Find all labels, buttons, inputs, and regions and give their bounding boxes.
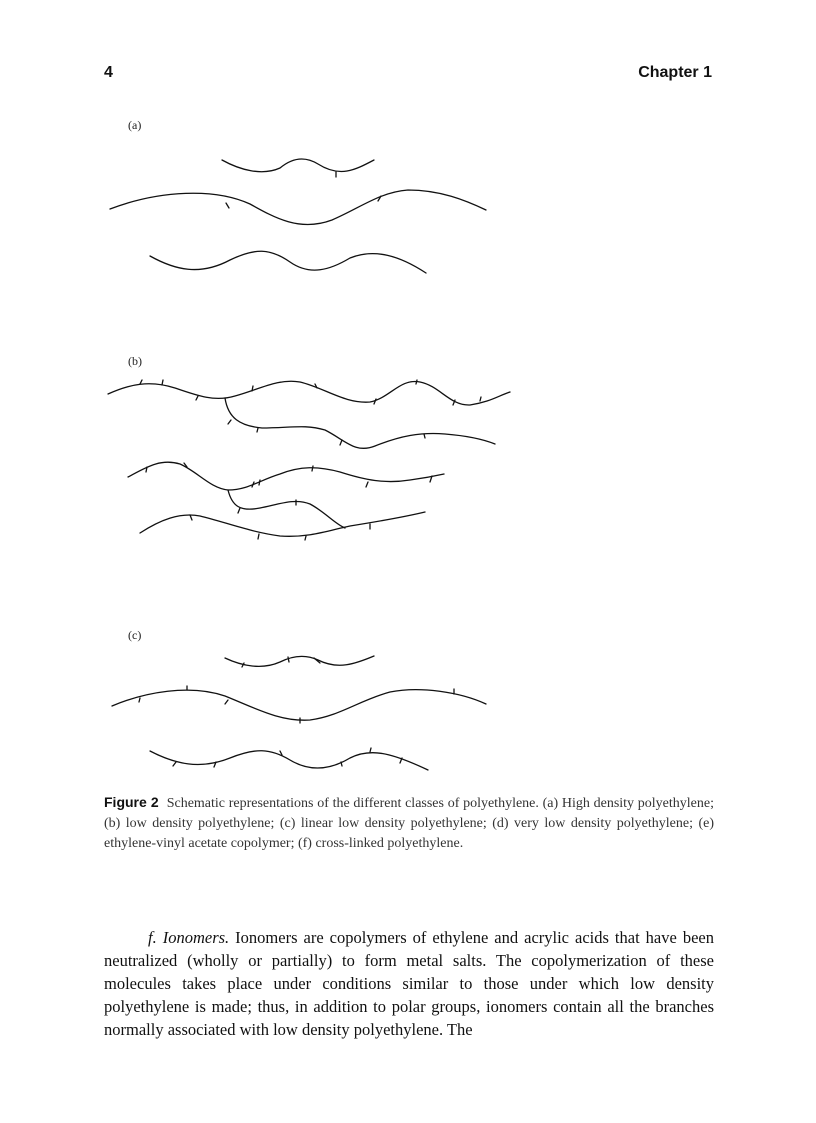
page-number: 4: [104, 64, 113, 81]
chain-b1-branch: [225, 398, 495, 448]
panel-b-chains: [108, 380, 510, 540]
chain-b1: [108, 381, 510, 405]
figure-caption: [104, 792, 714, 854]
branch-ticks-a: [226, 172, 381, 208]
panel-c-chains: [112, 656, 486, 770]
figure-caption-text: Schematic representations of the different classes of polyethylene. (a) High density polyethylene; (b) low density polyethylene; (c) linear low density polyethylene; (d) very low density polyethylene; (e) ethylene-vinyl acetate copolymer; (f) cross-linked polyethylene.: [104, 796, 714, 851]
figure-caption-label: Figure 2: [104, 794, 159, 810]
chain-c2: [112, 690, 486, 721]
branch-ticks-b: [140, 380, 481, 540]
chain-c1: [225, 656, 374, 666]
panel-label-c: (c): [128, 628, 142, 642]
branch-ticks-c: [139, 657, 454, 767]
paragraph-text: Ionomers are copolymers of ethylene and acrylic acids that have been neutralized (wholly or partially) to form metal salts. The copolymerization of these molecules takes place under conditions similar to those under which low density polyethylene is made; thus, in addition to polar groups, ionomers contain all the branches normally associated with low density polyethylene. The: [104, 928, 714, 1039]
chain-b2-branch: [228, 490, 345, 528]
chain-b2: [128, 462, 444, 490]
chain-a3: [150, 251, 426, 273]
body-paragraph: [104, 926, 714, 1041]
run-in-heading: f. Ionomers.: [148, 928, 230, 947]
chain-b3: [140, 512, 425, 536]
chain-c3: [150, 751, 428, 770]
panel-label-a: (a): [128, 118, 142, 132]
panel-a-chains: [110, 159, 486, 273]
panel-label-b: (b): [128, 354, 142, 368]
chain-a2: [110, 190, 486, 225]
chapter-title: Chapter 1: [638, 64, 712, 81]
chain-a1: [222, 159, 374, 172]
